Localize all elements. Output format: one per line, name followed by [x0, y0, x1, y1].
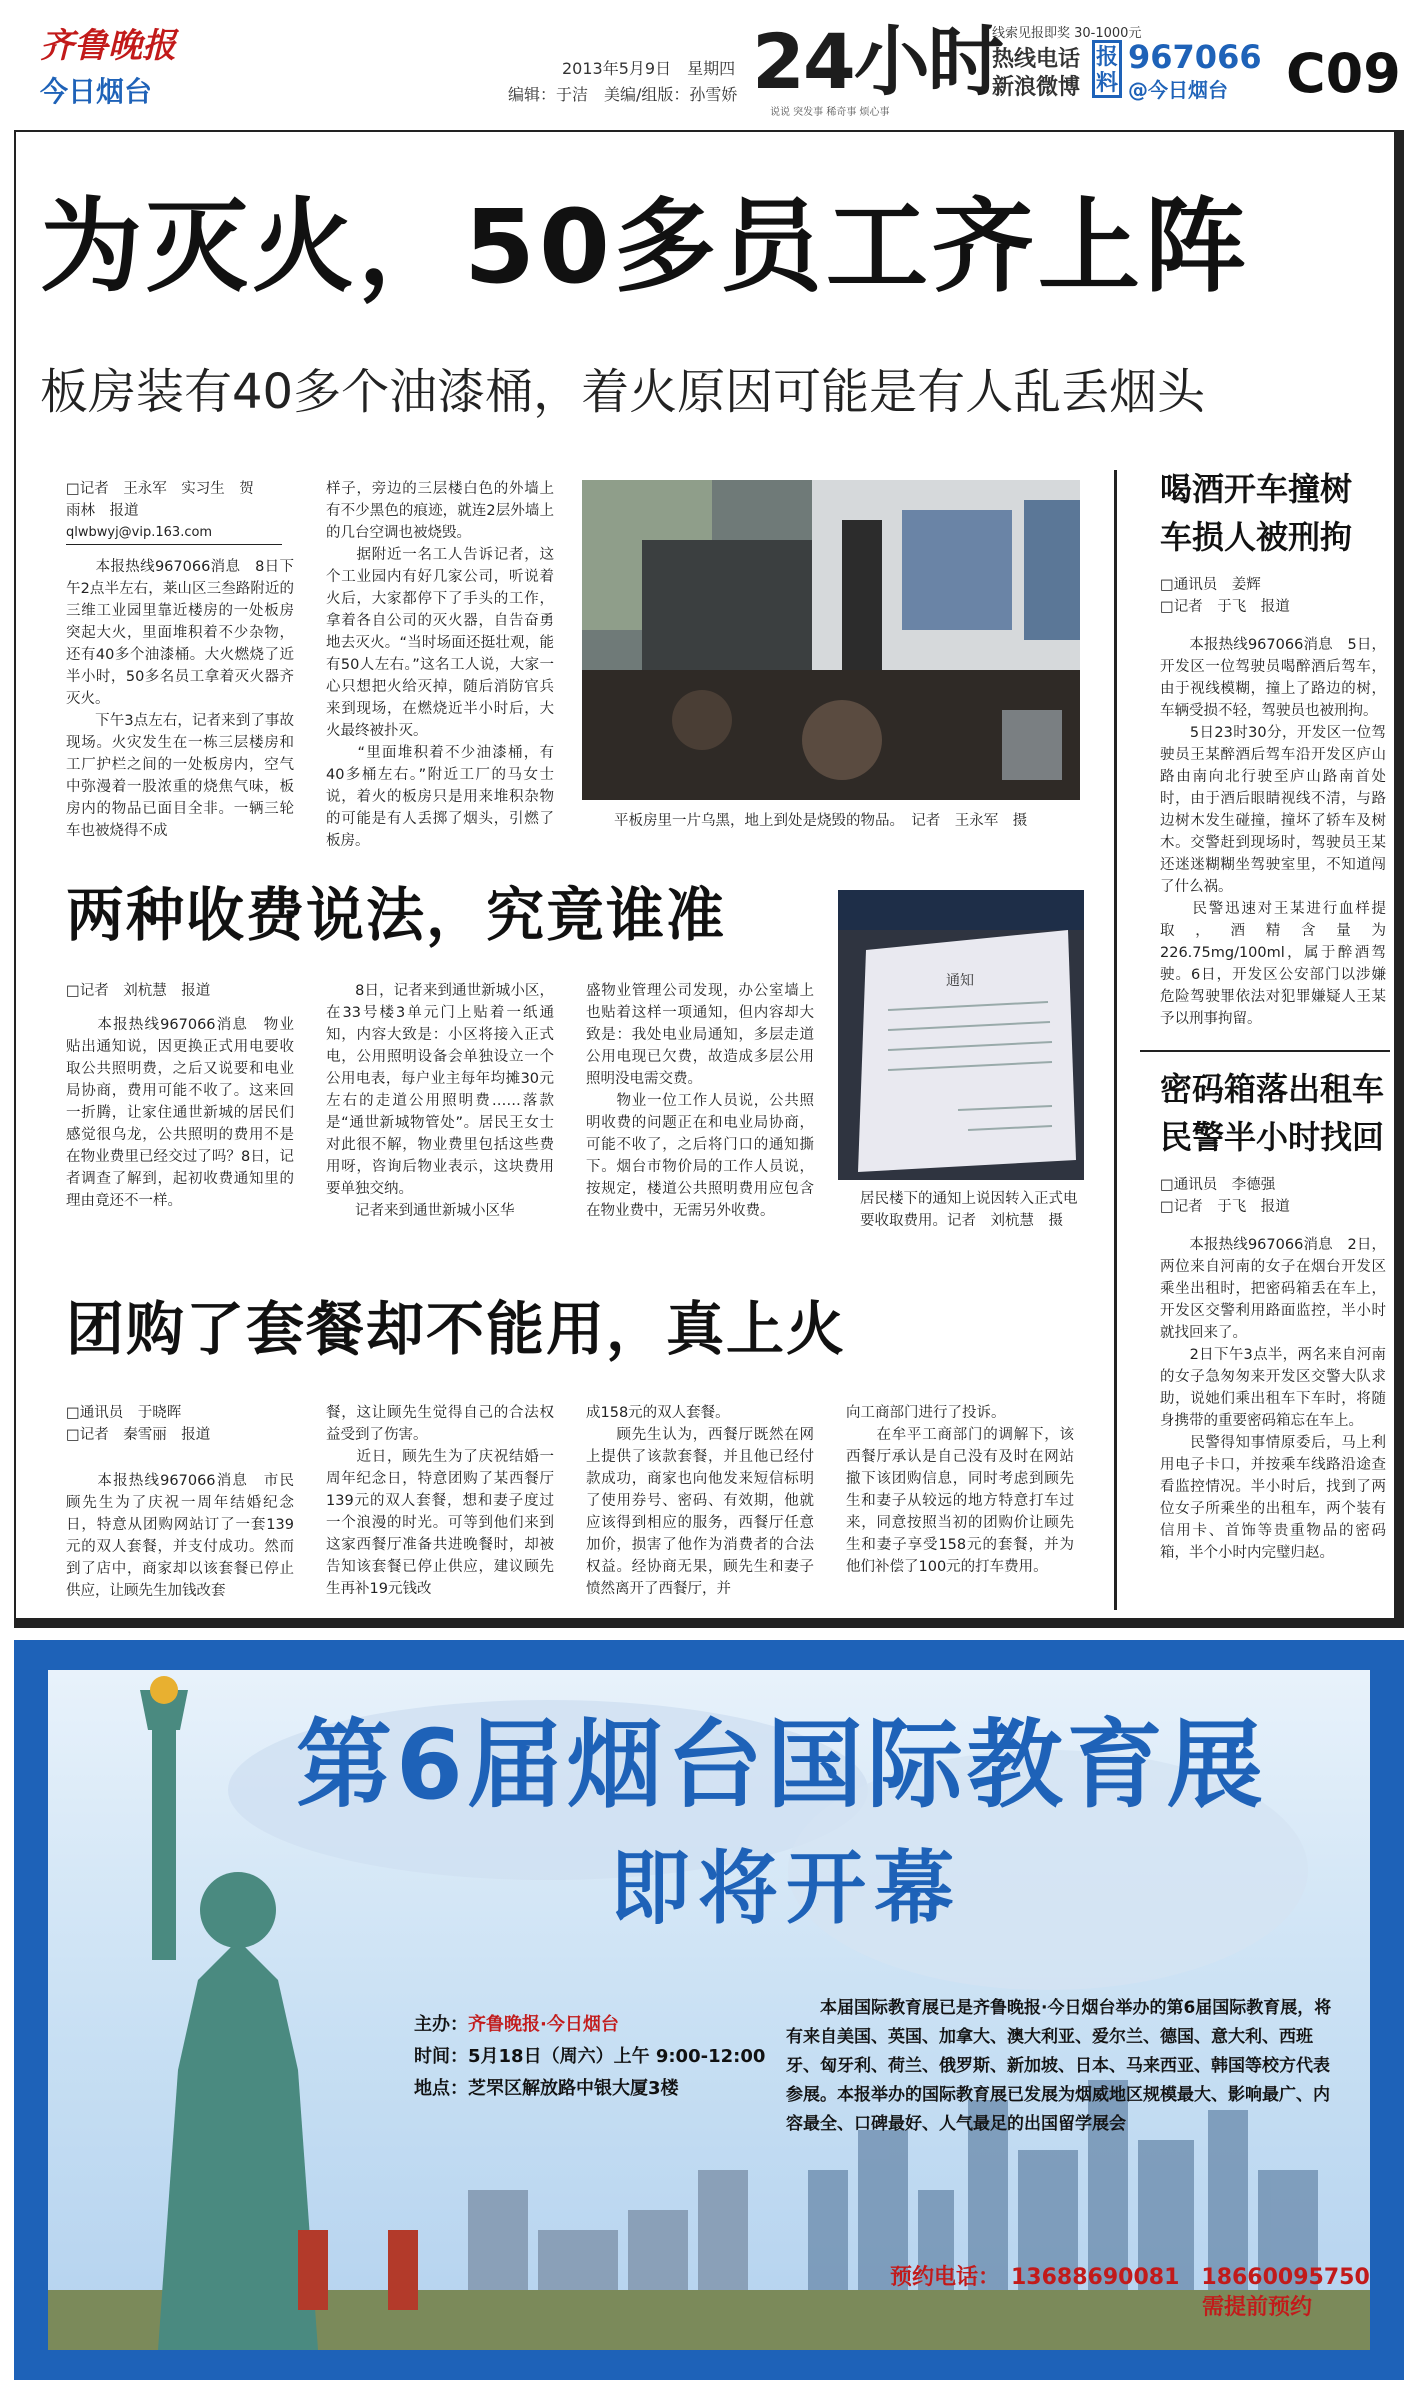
fire-scene-image	[582, 480, 1080, 800]
ad-time-label: 时间：	[414, 2046, 468, 2067]
column-divider	[1114, 470, 1117, 1610]
byline-line: □通讯员 李德强	[1160, 1177, 1276, 1193]
story3-col3: 成158元的双人套餐。 顾先生认为，西餐厅既然在网上提供了该款套餐，并且他已经付款成功，商家也向他发来短信标明了使用券号、密码、有效期，他就应该得到相应的服务，西餐厅任意加价，损害了他作为消费者的合法权益。经协商无果，顾先生和妻子愤然离开了西餐厅，并	[586, 1405, 814, 1597]
story1-headline: 为灭火，50多员工齐上阵	[40, 188, 1250, 307]
ad-place-label: 地点：	[414, 2078, 468, 2099]
ad-title-line1: 第6届烟台国际教育展	[296, 1709, 1267, 1821]
byline-line: □记者 王永军 实习生 贺	[66, 481, 254, 497]
hotline-label: 热线电话	[992, 47, 1081, 72]
story1-subhead: 板房装有40多个油漆桶，着火原因可能是有人乱丢烟头	[40, 364, 1206, 420]
story3-col4: 向工商部门进行了投诉。 在牟平工商部门的调解下，该西餐厅承认是自己没有及时在网站撤下该团购信息，同时考虑到顾先生和妻子从较远的地方特意打车过来，同意按照当初的团购价让顾先生和妻子享受158元的套餐，并为他们补偿了100元的打车费用。	[846, 1405, 1074, 1575]
story3-byline	[66, 1402, 294, 1446]
ad-host-label: 主办：	[414, 2014, 468, 2035]
ad-host	[414, 2010, 619, 2040]
fire-photo	[582, 480, 1080, 800]
byline-line: 雨林 报道	[66, 503, 139, 519]
ad-body: 本届国际教育展已是齐鲁晚报·今日烟台举办的第6届国际教育展，将有来自美国、英国、加拿大、澳大利亚、爱尔兰、德国、意大利、西班牙、匈牙利、荷兰、俄罗斯、新加坡、日本、马来西亚、韩国等校方代表参展。本报举办的国际教育展已发展为烟威地区规模最大、影响最广、内容最全、口碑最好、人气最足的出国留学展会	[786, 1998, 1332, 2134]
hotline-reward: 线索见报即奖 30-1000元	[992, 26, 1142, 41]
side1-headline1: 喝酒开车撞树	[1160, 470, 1353, 508]
byline-email: qlwbwyj@vip.163.com	[66, 525, 213, 540]
page-number: C09	[1286, 42, 1401, 105]
ad-time-value: 5月18日（周六）上午 9:00-12:00	[468, 2046, 766, 2067]
hotline-number: 967066	[1128, 38, 1262, 76]
dateline: 2013年5月9日 星期四	[562, 59, 736, 78]
side1-headline2: 车损人被刑拘	[1160, 518, 1353, 556]
baoliao-badge: 报料	[1092, 40, 1122, 98]
story1-col2: 样子，旁边的三层楼白色的外墙上有不少黑色的痕迹，就连2层外墙上的几台空调也被烧毁。 据附近一名工人告诉记者，这个工业园内有好几家公司，听说着火后，大家都停下了手头的工作，拿着各自公司的灭火器，自告奋勇地去灭火。“当时场面还挺壮观，能有50人左右。”这名工人说，大家一心只想把火给灭掉，随后消防官兵来到现场，在燃烧近半小时后，大火最终被扑灭。 “里面堆积着不少油漆桶，有40多桶左右。”附近工厂的马女士说，着火的板房只是用来堆积杂物的可能是有人丢掷了烟头，引燃了板房。	[326, 481, 554, 849]
story2-col1: 本报热线967066消息 物业贴出通知说，因更换正式用电要收取公共照明费，之后又说要和电业局协商，费用可能不收了。这来回一折腾，让家住通世新城的居民们感觉很乌龙，公共照明的费用不是在物业费里已经交过了吗？8日，记者调查了解到，起初收费通知里的理由竟还不一样。	[66, 1017, 294, 1209]
ad-time	[414, 2042, 765, 2072]
notice-image	[838, 890, 1084, 1180]
side2-body: 本报热线967066消息 2日，两位来自河南的女子在烟台开发区乘坐出租时，把密码箱丢在车上，开发区交警利用路面监控，半小时就找回来了。 2日下午3点半，两名来自河南的女子急匆匆来开发区交警大队求助，说她们乘出租车下车时，将随身携带的重要密码箱忘在车上。 民警得知事情原委后，马上利用电子卡口，并按乘车线路沿途查看监控情况。半小时后，找到了两位女子所乘坐的出租车，两个装有信用卡、首饰等贵重物品的密码箱，半个小时内完璧归赵。	[1160, 1237, 1386, 1561]
ad-reservation-note: 需提前预约	[1202, 2295, 1313, 2320]
weibo-handle: @今日烟台	[1128, 78, 1228, 102]
story2-headline: 两种收费说法，究竟谁准	[66, 881, 727, 949]
side1-body: 本报热线967066消息 5日，开发区一位驾驶员喝醉酒后驾车，由于视线模糊，撞上了路边的树，车辆受损不轻，驾驶员也被刑拘。 5日23时30分，开发区一位驾驶员王某醉酒后驾车沿开发区庐山路由南向北行驶至庐山路南首处时，由于酒后眼睛视线不清，与路边树木发生碰撞，撞坏了轿车及树木。交警赶到现场时，驾驶员王某还迷迷糊糊坐驾驶室里，不知道闯了什么祸。 民警迅速对王某进行血样提取，酒精含量为226.75mg/100ml，属于醉酒驾驶。6日，开发区公安部门以涉嫌危险驾驶罪依法对犯罪嫌疑人王某予以刑事拘留。	[1160, 637, 1386, 1027]
story3-headline: 团购了套餐却不能用，真上火	[66, 1295, 847, 1363]
story1-byline	[66, 478, 294, 544]
notice-title: 通知	[946, 973, 974, 989]
side-divider	[1140, 1050, 1390, 1052]
brand-24hours: 24小时	[752, 17, 1002, 106]
page-header	[0, 0, 1417, 120]
notice-photo	[838, 890, 1084, 1180]
ad-title-line2: 即将开幕	[610, 1842, 962, 1935]
byline-line: □通讯员 于晓晖	[66, 1405, 182, 1421]
byline-line: □记者 于飞 报道	[1160, 1199, 1290, 1215]
editors: 编辑：于洁 美编/组版：孙雪娇	[508, 85, 738, 104]
ad-phone: 预约电话： 13688690081 18660095750	[890, 2265, 1370, 2290]
notice-photo-caption: 居民楼下的通知上说因转入正式电要收取费用。记者 刘杭慧 摄	[860, 1191, 1078, 1229]
side2-headline1: 密码箱落出租车	[1160, 1070, 1385, 1108]
story1-col1: 本报热线967066消息 8日下午2点半左右，莱山区三叁路附近的三维工业园里靠近楼房的一处板房突起大火，里面堆积着不少杂物，还有40多个油漆桶。大火燃烧了近半小时，50多名员工拿着灭火器齐灭火。 下午3点左右，记者来到了事故现场。火灾发生在一栋三层楼房和工厂护栏之间的一处板房内，空气中弥漫着一股浓重的烧焦气味，板房内的物品已面目全非。一辆三轮车也被烧得不成	[66, 559, 294, 839]
byline-line: □记者 于飞 报道	[1160, 599, 1290, 615]
side2-headline2: 民警半小时找回	[1160, 1118, 1385, 1156]
byline-rule	[66, 544, 282, 545]
section-name: 今日烟台	[40, 75, 153, 108]
story2-col2: 8日，记者来到通世新城小区，在33号楼3单元门上贴着一纸通知，内容大致是：小区将接入正式电，公用照明设备会单独设立一个公用电表，每户业主每年均摊30元左右的走道公用照明费……落款是“通世新城物管处”。居民王女士对此很不解，物业费里包括这些费用呀，咨询后物业表示，这块费用要单独交纳。 记者来到通世新城小区华	[326, 983, 554, 1219]
side1-byline	[1160, 574, 1386, 618]
ad-host-value: 齐鲁晚报·今日烟台	[468, 2014, 619, 2035]
byline-line: □记者 秦雪丽 报道	[66, 1427, 211, 1443]
side2-byline	[1160, 1174, 1386, 1218]
story3-col1: 本报热线967066消息 市民顾先生为了庆祝一周年结婚纪念日，特意从团购网站订了一套139元的双人套餐，并支付成功。然而到了店中，商家却以该套餐已停止供应，让顾先生加钱改套	[66, 1473, 294, 1599]
fire-photo-caption: 平板房里一片乌黑，地上到处是烧毁的物品。 记者 王永军 摄	[614, 813, 1028, 829]
brand-sub: 说说 突发事 稀奇事 烦心事	[770, 107, 890, 118]
story3-col2: 餐，这让顾先生觉得自己的合法权益受到了伤害。 近日，顾先生为了庆祝结婚一周年纪念日，特意团购了某西餐厅139元的双人套餐，想和妻子度过一个浪漫的时光。可等到他们来到这家西餐厅准备共进晚餐时，却被告知该套餐已停止供应，建议顾先生再补19元钱改	[326, 1405, 554, 1597]
ad-place	[414, 2074, 679, 2104]
ad-place-value: 芝罘区解放路中银大厦3楼	[468, 2078, 679, 2099]
story2-col3: 盛物业管理公司发现，办公室墙上也贴着这样一项通知，但内容却大致是：我处电业局通知，多层走道公用电现已欠费，故造成多层公用照明没电需交费。 物业一位工作人员说，公共照明收费的问题正在和电业局协商，可能不收了，之后将门口的通知撕下。烟台市物价局的工作人员说，按规定，楼道公共照明费用应包含在物业费中，无需另外收费。	[586, 983, 814, 1219]
byline-line: □通讯员 姜辉	[1160, 577, 1261, 593]
weibo-label: 新浪微博	[992, 75, 1081, 100]
story2-byline: □记者 刘杭慧 报道	[66, 983, 211, 999]
newspaper-logo: 齐鲁晚报	[40, 26, 176, 66]
